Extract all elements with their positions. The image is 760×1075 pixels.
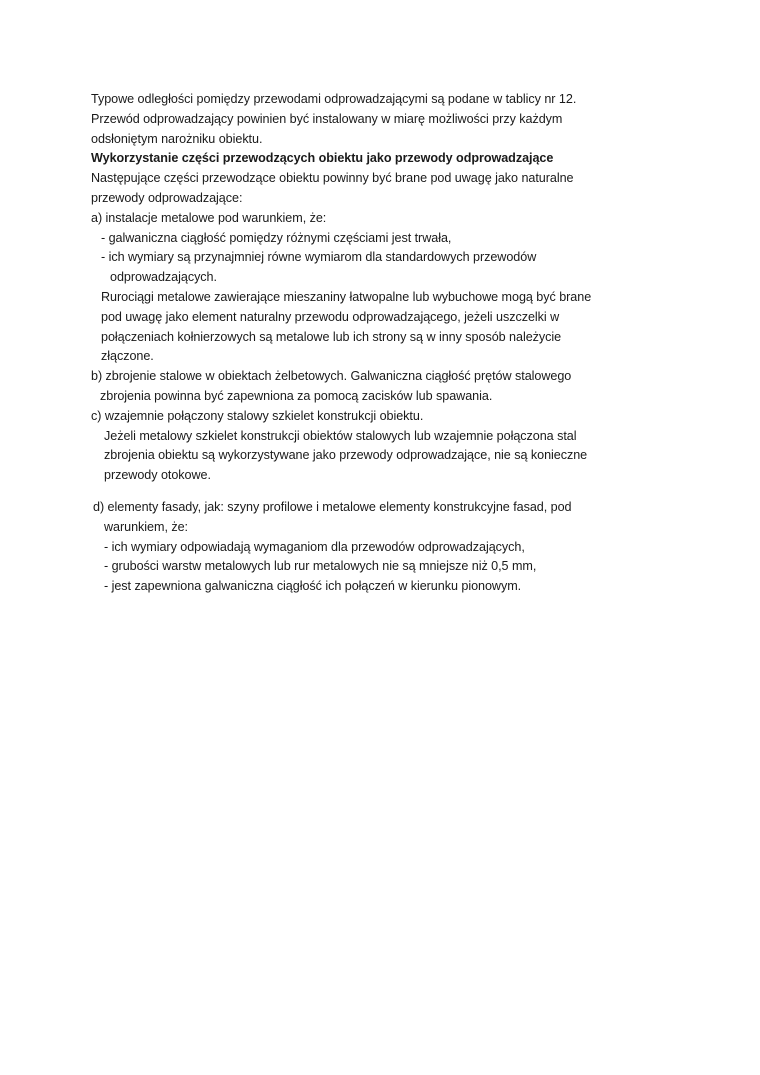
item-d-title: d) elementy fasady, jak: szyny profilowe i metalowe elementy konstrukcyjne fasad, pod: [93, 499, 572, 514]
paragraph-line: odsłoniętym narożniku obiektu.: [91, 131, 263, 146]
intro-line: przewody odprowadzające:: [91, 190, 243, 205]
item-c-note-line: Jeżeli metalowy szkielet konstrukcji obiektów stalowych lub wzajemnie połączona stal: [104, 428, 577, 443]
intro-line: Następujące części przewodzące obiektu powinny być brane pod uwagę jako naturalne: [91, 171, 574, 186]
item-b-line: b) zbrojenie stalowe w obiektach żelbetowych. Galwaniczna ciągłość prętów stalowego: [91, 369, 572, 384]
item-d-bullet: - jest zapewniona galwaniczna ciągłość ich połączeń w kierunku pionowym.: [104, 579, 522, 594]
item-a-note-line: pod uwagę jako element naturalny przewodu odprowadzającego, jeżeli uszczelki w: [101, 309, 560, 324]
item-a-note-line: Rurociągi metalowe zawierające mieszaniny łatwopalne lub wybuchowe mogą być brane: [101, 289, 592, 304]
item-b-line: zbrojenia powinna być zapewniona za pomocą zacisków lub spawania.: [100, 388, 493, 403]
item-a-title: a) instalacje metalowe pod warunkiem, że:: [91, 210, 327, 225]
document-body: [91, 90, 631, 597]
item-a-bullet-continuation: odprowadzających.: [110, 270, 217, 285]
item-d-bullet: - grubości warstw metalowych lub rur metalowych nie są mniejsze niż 0,5 mm,: [104, 559, 537, 574]
item-a-note-line: połączeniach kołnierzowych są metalowe lub ich strony są w inny sposób należycie: [101, 329, 562, 344]
item-c-note-line: przewody otokowe.: [104, 468, 211, 483]
item-a-bullet: - galwaniczna ciągłość pomiędzy różnymi częściami jest trwała,: [101, 230, 452, 245]
item-d-title-continuation: warunkiem, że:: [104, 519, 188, 534]
item-c-note-line: zbrojenia obiektu są wykorzystywane jako przewody odprowadzające, nie są konieczne: [104, 448, 588, 463]
section-heading: Wykorzystanie części przewodzących obiektu jako przewody odprowadzające: [91, 151, 554, 166]
paragraph-line: Typowe odległości pomiędzy przewodami odprowadzającymi są podane w tablicy nr 12.: [91, 92, 577, 106]
paragraph-line: Przewód odprowadzający powinien być instalowany w miarę możliwości przy każdym: [91, 111, 563, 126]
item-a-bullet: - ich wymiary są przynajmniej równe wymiarom dla standardowych przewodów: [101, 250, 537, 265]
item-d-bullet: - ich wymiary odpowiadają wymaganiom dla przewodów odprowadzających,: [104, 539, 525, 554]
spacer: [91, 486, 631, 498]
item-a-note-line: złączone.: [101, 349, 154, 364]
item-c-title: c) wzajemnie połączony stalowy szkielet konstrukcji obiektu.: [91, 408, 424, 423]
